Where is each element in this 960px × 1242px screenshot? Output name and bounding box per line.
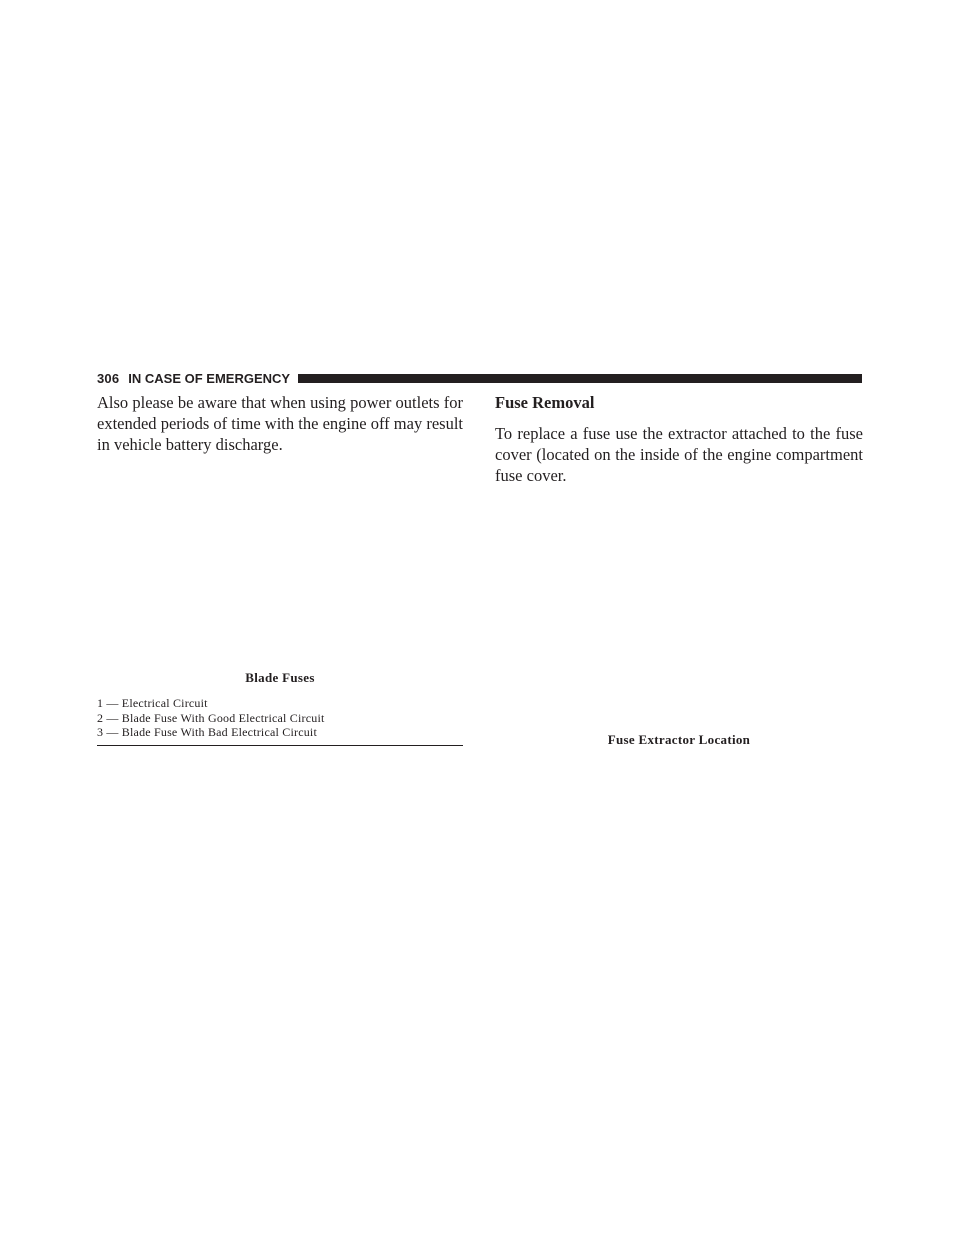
legend-divider [97, 745, 463, 746]
page-number: 306 [97, 370, 120, 386]
blade-fuses-figure [97, 468, 463, 664]
fuse-extractor-caption: Fuse Extractor Location [607, 732, 751, 747]
legend-item: 1 — Electrical Circuit [97, 696, 208, 710]
power-outlet-warning-paragraph: Also please be aware that when using power outlets for extended periods of time with the engine off may result in vehicle battery discharge. [97, 393, 463, 454]
header-rule-bar [298, 374, 862, 383]
page-header [97, 368, 862, 388]
legend-item: 2 — Blade Fuse With Good Electrical Circuit [97, 710, 325, 725]
right-column [495, 392, 863, 486]
fuse-removal-heading: Fuse Removal [495, 393, 595, 412]
left-column [97, 392, 463, 455]
blade-fuses-legend [97, 696, 463, 740]
fuse-extractor-figure [495, 490, 863, 726]
fuse-removal-paragraph: To replace a fuse use the extractor attached to the fuse cover (located on the inside of the engine compartment fuse cover. [495, 424, 863, 485]
legend-item: 3 — Blade Fuse With Bad Electrical Circuit [97, 725, 317, 739]
section-title: IN CASE OF EMERGENCY [128, 370, 291, 386]
blade-fuses-caption: Blade Fuses [245, 670, 315, 685]
